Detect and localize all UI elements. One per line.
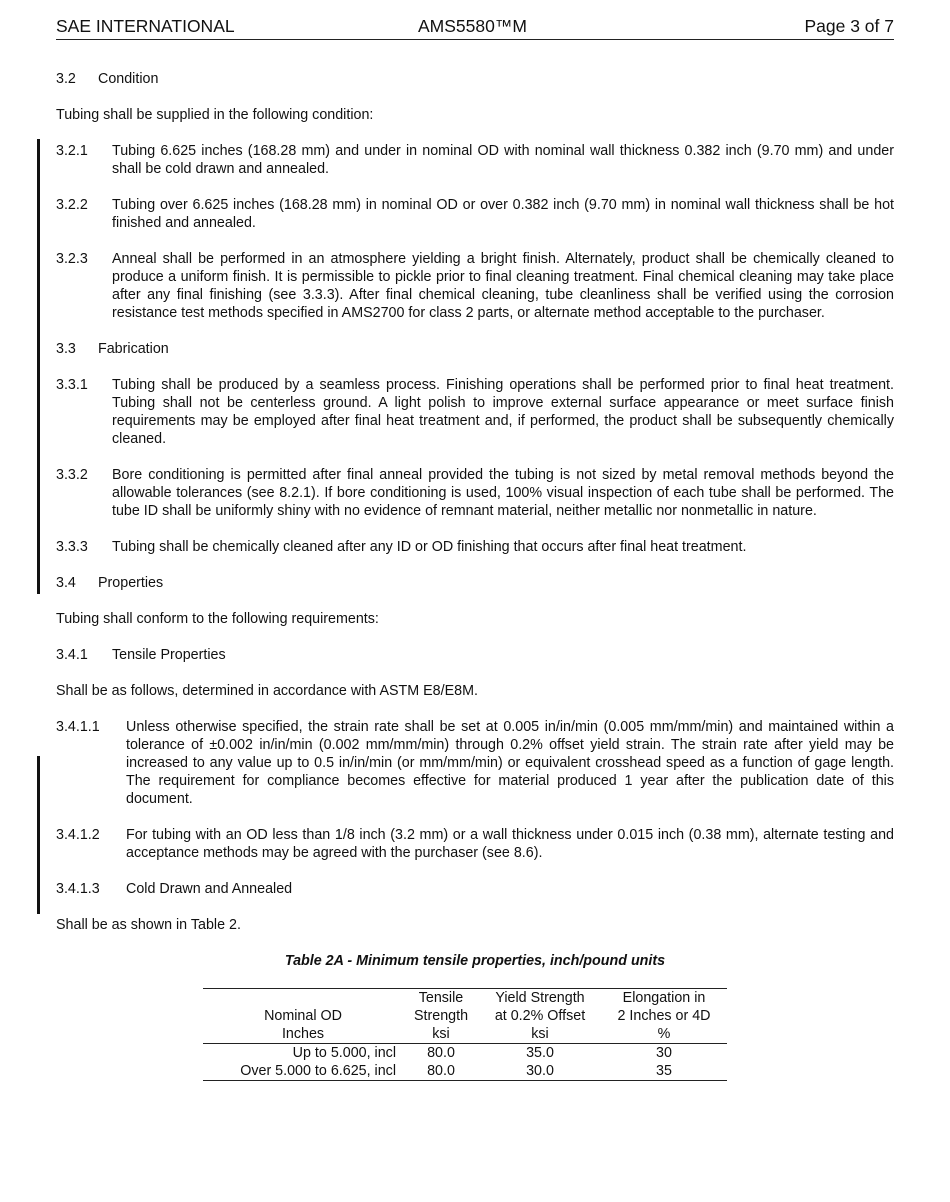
- clause-item: 3.3.2 Bore conditioning is permitted after final anneal provided the tubing is not sized by metal removal methods beyond the allowable tolerances (see 8.2.1). If bore conditioning is used, 100% visual inspection of each tube shall be performed. The tube ID shall be uniformly shiny with no evidence of remnant material, neither metallic nor nonmetallic in nature.: [56, 467, 894, 519]
- header-cell: Nominal OD Inches: [264, 1008, 342, 1042]
- clause-item: 3.2.2 Tubing over 6.625 inches (168.28 mm) in nominal OD or over 0.382 inch (9.70 mm) in nominal wall thickness shall be hot finished and annealed.: [56, 197, 894, 231]
- section-heading: 3.3 Fabrication: [56, 341, 169, 357]
- publisher-name: SAE INTERNATIONAL: [56, 16, 235, 36]
- clause-item: 3.4.1.1 Unless otherwise specified, the strain rate shall be set at 0.005 in/in/min (0.005 mm/mm/min) and maintained within a tolerance of ±0.002 in/in/min (0.002 mm/mm/min) through 0.2% offset yield strain. The strain rate after yield may be increased to any value up to 0.5 in/in/min (or mm/mm/min) or equivalent crosshead speed as a function of gage length. The requirement for compliance becomes effective for material produced 1 year after the publication date of this document.: [56, 719, 894, 807]
- page-number: Page 3 of 7: [804, 16, 894, 36]
- header-cell: Elongation in 2 Inches or 4D %: [617, 990, 711, 1042]
- clause-item: 3.2.3 Anneal shall be performed in an atmosphere yielding a bright finish. Alternately, product shall be chemically cleaned to produce a uniform finish. It is permissible to pickle prior to final cleaning treatment. Final chemical cleaning may take place after any final finishing (see 3.3.3). After final chemical cleaning, tube cleanliness shall be verified using the corrosion resistance test methods specified in AMS2700 for class 2 parts, or alternate method acceptable to the purchaser.: [56, 251, 894, 321]
- page-header: [56, 17, 894, 40]
- table-cell: Up to 5.000, incl: [292, 1045, 396, 1061]
- clause-item: 3.4.1.2 For tubing with an OD less than 1/8 inch (3.2 mm) or a wall thickness under 0.015 inch (0.38 mm), alternate testing and acceptance methods may be agreed with the purchaser (see 8.6).: [56, 827, 894, 861]
- subsection-heading: 3.4.1 Tensile Properties: [56, 647, 226, 663]
- header-cell: Yield Strength at 0.2% Offset ksi: [494, 990, 586, 1042]
- section-heading: 3.4 Properties: [56, 575, 164, 591]
- document-body: [56, 70, 894, 1081]
- section-heading: 3.2 Condition: [56, 71, 159, 87]
- clause-item: 3.2.1 Tubing 6.625 inches (168.28 mm) and under in nominal OD with nominal wall thickness 0.382 inch (9.70 mm) and under shall be cold drawn and annealed.: [56, 143, 894, 177]
- document-number: AMS5580™M: [418, 16, 527, 36]
- table-cell: 30: [656, 1045, 672, 1061]
- change-bar: [37, 756, 40, 914]
- table-title: Table 2A - Minimum tensile properties, inch/pound units: [284, 953, 666, 969]
- table-cell: Over 5.000 to 6.625, incl: [240, 1063, 396, 1079]
- clause-item: 3.3.1 Tubing shall be produced by a seamless process. Finishing operations shall be performed prior to final heat treatment. Tubing shall not be centerless ground. A light polish to improve external surface appearance or meet surface finish requirements may be employed after final heat treatment and, if performed, the product shall be subsequently chemically cleaned.: [56, 377, 894, 447]
- table-cell: 35.0: [526, 1045, 554, 1061]
- paragraph: Tubing shall be supplied in the following condition:: [56, 107, 374, 123]
- paragraph: Shall be as shown in Table 2.: [56, 917, 241, 933]
- subsection-heading: 3.4.1.3 Cold Drawn and Annealed: [56, 881, 293, 897]
- header-cell: Tensile Strength ksi: [413, 990, 469, 1042]
- table-cell: 80.0: [427, 1063, 455, 1079]
- table-row: [203, 1044, 727, 1063]
- clause-item: 3.3.3 Tubing shall be chemically cleaned after any ID or OD finishing that occurs after final heat treatment.: [56, 539, 747, 555]
- tensile-properties-table: [203, 988, 727, 1081]
- paragraph: Tubing shall conform to the following requirements:: [56, 611, 379, 627]
- table-row: [203, 1062, 727, 1081]
- table-header-row: [203, 989, 727, 1044]
- paragraph: Shall be as follows, determined in accordance with ASTM E8/E8M.: [56, 683, 478, 699]
- change-bar: [37, 139, 40, 594]
- table-cell: 35: [656, 1063, 672, 1079]
- table-cell: 80.0: [427, 1045, 455, 1061]
- table-cell: 30.0: [526, 1063, 554, 1079]
